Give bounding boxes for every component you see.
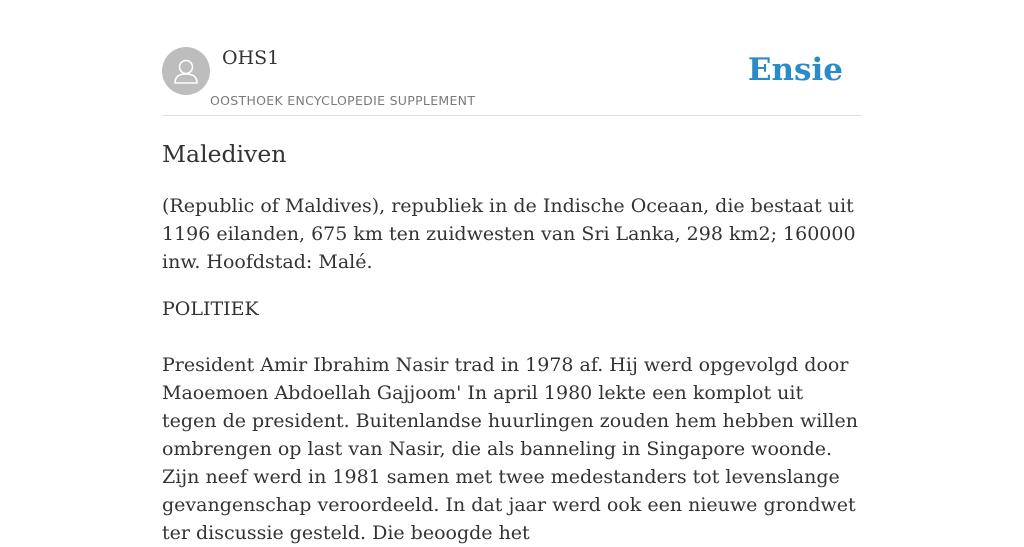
source-name[interactable]: OOSTHOEK ENCYCLOPEDIE SUPPLEMENT xyxy=(210,93,476,108)
article-paragraph-intro: (Republic of Maldives), republiek in de Indische Oceaan, die bestaat uit 1196 eilanden, 675 km ten zuidwesten van Sri Lanka, 298 km2; 160000 inw. Hoofdstad: Malé. xyxy=(162,195,856,273)
site-header xyxy=(162,0,862,116)
author-username[interactable]: OHS1 xyxy=(222,47,280,69)
article xyxy=(162,136,862,547)
article-title: Malediven xyxy=(162,140,287,168)
article-paragraph-politiek: President Amir Ibrahim Nasir trad in 1978 af. Hij werd opgevolgd door Maoemoen Abdoellah Gajjoom' In april 1980 lekte een komplot uit tegen de president. Buitenlandse huurlingen zouden hem hebben willen ombrengen op last van Nasir, die als banneling in Singapore woonde. Zijn neef werd in 1981 samen met twee medestanders tot levenslange gevangenschap veroordeeld. In dat jaar werd ook een nieuwe grondwet ter discussie gesteld. Die beoogde het xyxy=(162,354,858,544)
ensie-logo[interactable]: Ensie xyxy=(747,52,843,88)
section-heading-politiek: POLITIEK xyxy=(162,298,259,320)
user-avatar-icon[interactable] xyxy=(162,47,210,95)
